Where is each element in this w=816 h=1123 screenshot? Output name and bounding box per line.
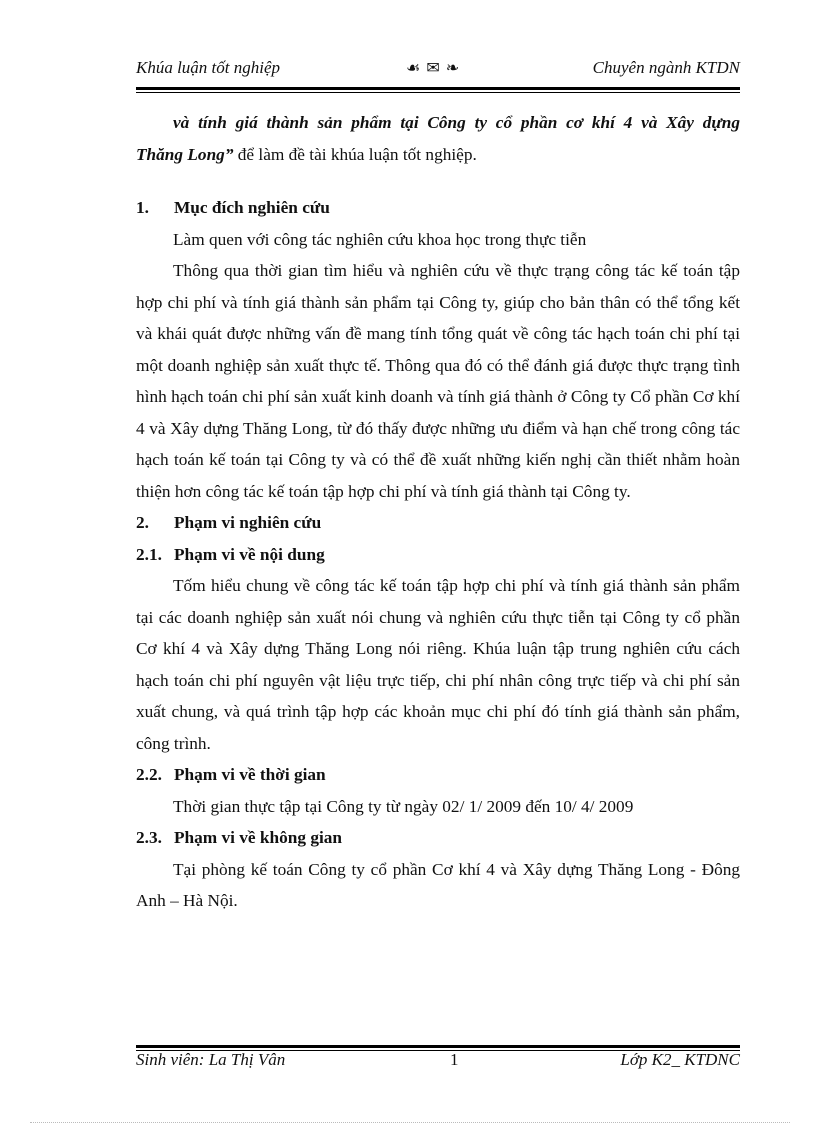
thesis-title-part2: Thăng Long” <box>136 144 234 164</box>
section-2-1-heading <box>136 539 740 571</box>
section-1-paragraph-1: Làm quen với công tác nghiên cứu khoa học trong thực tiễn <box>173 229 587 249</box>
section-2-2-heading <box>136 759 740 791</box>
intro-rest: để làm đề tài khúa luận tốt nghiệp. <box>233 144 477 164</box>
section-2-3-paragraph: Tại phòng kế toán Công ty cổ phần Cơ khí 4 và Xây dựng Thăng Long - Đông Anh – Hà Nội. <box>136 859 740 910</box>
intro-line-2 <box>136 139 740 171</box>
header-rule <box>136 87 740 93</box>
header-left-text: Khúa luận tốt nghiệp <box>136 58 281 77</box>
section-2-title: Phạm vi nghiên cứu <box>174 513 322 532</box>
page-body <box>136 107 740 917</box>
section-2-1-number: 2.1. <box>136 544 162 564</box>
section-2-3-heading <box>136 822 740 854</box>
section-1-paragraph-2: Thông qua thời gian tìm hiểu và nghiên cứu về thực trạng công tác kế toán tập hợp chi phí và tính giá thành sản phẩm tại Công ty, giúp cho bản thân có thể tổng kết và khái quát được những vấn đề mang tính tổng quát về công tác hạch toán chi phí tại một doanh nghiệp sản xuất thực tế. Thông qua đó có thể đánh giá được thực trạng tình hình hạch toán chi phí sản xuất kinh doanh và tính giá thành ở Công ty Cổ phần Cơ khí 4 và Xây dựng Thăng Long, từ đó thấy được những ưu điểm và hạn chế trong công tác hạch toán kế toán tại Công ty và có thể đề xuất những kiến nghị cần thiết nhằm hoàn thiện hơn công tác kế toán tập hợp chi phí và tính giá thành tại Công ty. <box>136 261 740 501</box>
section-2-2-paragraph: Thời gian thực tập tại Công ty từ ngày 02/ 1/ 2009 đến 10/ 4/ 2009 <box>173 796 634 816</box>
section-1-number: 1. <box>136 198 149 217</box>
page-footer <box>136 1050 740 1074</box>
section-2-3-title: Phạm vi về không gian <box>174 828 343 847</box>
section-1-heading <box>136 192 740 224</box>
section-2-3-number: 2.3. <box>136 828 162 847</box>
section-2-1-paragraph: Tốm hiểu chung về công tác kế toán tập hợp chi phí và tính giá thành sản phẩm tại các doanh nghiệp sản xuất nói chung và nghiên cứu thực tiễn tại Công ty cổ phần Cơ khí 4 và Xây dựng Thăng Long nói riêng. Khúa luận tập trung nghiên cứu cách hạch toán chi phí nguyên vật liệu trực tiếp, chi phí nhân công trực tiếp và chi phí sản xuất chung, và quá trình tập hợp các khoản mục chi phí đó tính giá thành sản phẩm, công trình. <box>136 576 740 753</box>
section-2-2-number: 2.2. <box>136 765 162 784</box>
footer-student: Sinh viên: La Thị Vân <box>136 1050 286 1069</box>
book-ornament-icon: ☙ ✉ ❧ <box>406 60 461 77</box>
section-2-heading <box>136 507 740 539</box>
section-1-title: Mục đích nghiên cứu <box>174 198 330 217</box>
page-header <box>136 58 740 82</box>
intro-line-1 <box>136 107 740 139</box>
section-2-1-title: Phạm vi về nội dung <box>174 544 325 564</box>
section-2-number: 2. <box>136 513 149 532</box>
footer-class: Lớp K2_ KTDNC <box>620 1050 740 1069</box>
header-right-text: Chuyên ngành KTDN <box>592 58 740 77</box>
section-2-2-title: Phạm vi về thời gian <box>174 765 326 784</box>
thesis-title-part1: và tính giá thành sản phẩm tại Công ty cổ phần cơ khí 4 và Xây dựng <box>173 113 740 132</box>
page-number: 1 <box>450 1050 459 1069</box>
